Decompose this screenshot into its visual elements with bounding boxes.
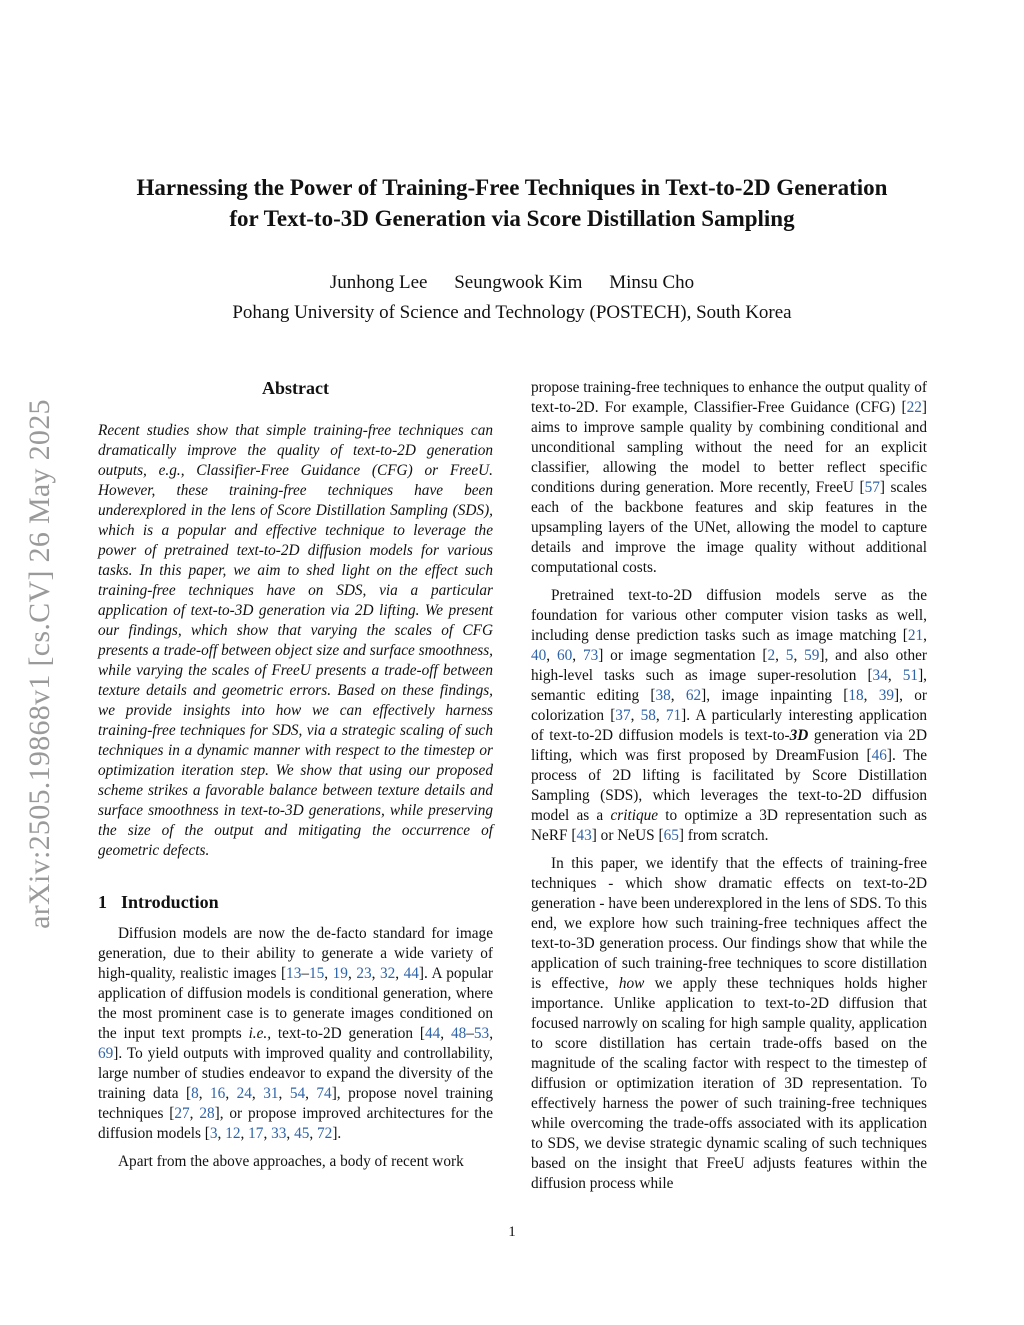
abstract-heading: Abstract bbox=[262, 378, 329, 398]
citation-link[interactable]: 31 bbox=[263, 1085, 279, 1102]
title-line-1: Harnessing the Power of Training-Free Techniques in Text-to-2D Generation bbox=[136, 175, 888, 200]
citation-link[interactable]: 45 bbox=[294, 1125, 310, 1142]
citation-link[interactable]: 21 bbox=[907, 627, 924, 644]
citation-link[interactable]: 73 bbox=[582, 647, 599, 664]
citation-link[interactable]: 37 bbox=[615, 707, 631, 724]
citation-link[interactable]: 43 bbox=[576, 827, 592, 844]
citation-link[interactable]: 18 bbox=[848, 687, 864, 704]
citation-link[interactable]: 65 bbox=[663, 827, 679, 844]
citation-link[interactable]: 23 bbox=[356, 965, 372, 982]
citation-link[interactable]: 54 bbox=[289, 1085, 306, 1102]
citation-link[interactable]: 40 bbox=[531, 647, 547, 664]
citation-link[interactable]: 13 bbox=[286, 965, 302, 982]
left-column bbox=[98, 376, 493, 1172]
citation-link[interactable]: 60 bbox=[556, 647, 573, 664]
citation-link[interactable]: 74 bbox=[316, 1085, 332, 1102]
citation-link[interactable]: 2 bbox=[767, 647, 776, 664]
citation-link[interactable]: 15 bbox=[309, 965, 325, 982]
citation-link[interactable]: 72 bbox=[317, 1125, 333, 1142]
author: Seungwook Kim bbox=[454, 272, 583, 293]
citation-link[interactable]: 39 bbox=[878, 687, 895, 704]
intro-paragraph-3: propose training-free techniques to enhance the output quality of text-to-2D. For example, Classifier-Free Guidance (CFG) [22] aims to improve sample quality by combining conditional and unconditional sampling without the need for an explicit classifier, allowing the model to better reflect specific conditions during generation. More recently, FreeU [57] scales each of the backbone features and skip features in the upsampling layers of the UNet, allowing the model to capture details and improve the image quality without additional computational costs. bbox=[531, 379, 927, 576]
affiliation: Pohang University of Science and Technology (POSTECH), South Korea bbox=[232, 302, 792, 323]
citation-link[interactable]: 38 bbox=[655, 687, 671, 704]
citation-link[interactable]: 44 bbox=[424, 1025, 441, 1042]
intro-paragraph-4: Pretrained text-to-2D diffusion models serve as the foundation for various other computer vision tasks as well, including dense prediction tasks such as image matching [21, 40, 60, 73] or image segmentation [2, 5, 59], and also other high-level tasks such as image super-resolution [34, 51], semantic editing [38, 62], image inpainting [18, 39], or colorization [37, 58, 71]. A particularly interesting application of text-to-2D diffusion models is text-to-3D generation via 2D lifting, which was first proposed by DreamFusion [46]. The process of 2D lifting is facilitated by Score Distillation Sampling (SDS), which leverages the text-to-2D diffusion model as a critique to optimize a 3D representation such as NeRF [43] or NeUS [65] from scratch. bbox=[531, 587, 928, 844]
citation-link[interactable]: 71 bbox=[665, 707, 682, 724]
citation-link[interactable]: 28 bbox=[199, 1105, 215, 1122]
section-number: 1 bbox=[98, 892, 107, 912]
citation-link[interactable]: 32 bbox=[379, 965, 396, 982]
paper-title bbox=[80, 172, 944, 234]
citation-link[interactable]: 19 bbox=[332, 965, 348, 982]
author-list bbox=[0, 270, 1024, 296]
abstract-text: Recent studies show that simple training-free techniques can dramatically improve the quality of text-to-2D generation outputs, e.g., Classifier-Free Guidance (CFG) or FreeU. However, these training-free techniques have been underexplored in the lens of Score Distillation Sampling (SDS), which is a popular and effective technique to leverage the power of pretrained text-to-2D diffusion models for various tasks. In this paper, we aim to shed light on the effect such training-free techniques have on SDS, via a particular application of text-to-3D generation via 2D lifting. We present our findings, which show that varying the scales of CFG presents a trade-off between object size and surface smoothness, while varying the scales of FreeU presents a trade-off between texture details and geometric errors. Based on these findings, we provide insights into how we can effectively harness training-free techniques for SDS, via a strategic scaling of such techniques in a dynamic manner with respect to the timestep or optimization iteration step. We show that using our proposed scheme strikes a favorable balance between texture details and surface smoothness in text-to-3D generations, while preserving the size of the output and mitigating the occurrence of geometric defects. bbox=[98, 422, 493, 859]
citation-link[interactable]: 69 bbox=[98, 1045, 114, 1062]
citation-link[interactable]: 24 bbox=[236, 1085, 252, 1102]
author: Junhong Lee bbox=[329, 272, 428, 293]
citation-link[interactable]: 3 bbox=[209, 1125, 218, 1142]
citation-link[interactable]: 22 bbox=[906, 399, 922, 416]
citation-link[interactable]: 34 bbox=[872, 667, 888, 684]
intro-paragraph-2: Apart from the above approaches, a body of recent work bbox=[118, 1153, 464, 1170]
citation-link[interactable]: 59 bbox=[804, 647, 820, 664]
citation-link[interactable]: 53 bbox=[473, 1025, 490, 1042]
citation-link[interactable]: 44 bbox=[403, 965, 419, 982]
title-line-2: for Text-to-3D Generation via Score Distillation Sampling bbox=[229, 206, 795, 231]
citation-link[interactable]: 51 bbox=[902, 667, 919, 684]
citation-link[interactable]: 57 bbox=[864, 479, 880, 496]
section-title: Introduction bbox=[121, 892, 219, 912]
citation-link[interactable]: 48 bbox=[450, 1025, 467, 1042]
intro-paragraph-1: Diffusion models are now the de-facto standard for image generation, due to their ability to generate a wide variety of high-quality, realistic images [13–15, 19, 23, 32, 44]. A popular application of diffusion models is conditional generation, where the most prominent case is to generate images conditioned on the input text prompts i.e., text-to-2D generation [44, 48–53, 69]. To yield outputs with improved quality and controllability, large number of studies endeavor to expand the diversity of the training data [8, 16, 24, 31, 54, 74], propose novel training techniques [27, 28], or propose improved architectures for the diffusion models [3, 12, 17, 33, 45, 72]. bbox=[98, 925, 494, 1142]
citation-link[interactable]: 8 bbox=[191, 1085, 199, 1102]
citation-link[interactable]: 33 bbox=[271, 1125, 287, 1142]
citation-link[interactable]: 62 bbox=[685, 687, 702, 704]
intro-paragraph-5: In this paper, we identify that the effects of training-free techniques - which show dramatic effects on text-to-2D generation - have been underexplored in the lens of SDS. To this end, we explore how such training-free techniques affect the text-to-3D generation process. Our findings show that while the application of such training-free techniques to score distillation is effective, how we apply these techniques holds higher importance. Unlike application to text-to-2D diffusion that focused narrowly on scaling for high sample quality, application to score distillation has certain trade-offs based on the magnitude of the scaling factor with respect to the timestep of diffusion or optimization iteration of 3D representation. To effectively harness the power of such training-free techniques while overcoming the trade-offs associated with its application to SDS, we devise strategic dynamic scaling of such techniques based on the insight that FreeU adjusts features within the diffusion process while bbox=[531, 855, 927, 1192]
citation-link[interactable]: 17 bbox=[248, 1125, 264, 1142]
page-number: 1 bbox=[508, 1224, 516, 1240]
citation-link[interactable]: 12 bbox=[225, 1125, 241, 1142]
right-column bbox=[531, 378, 927, 1194]
citation-link[interactable]: 58 bbox=[640, 707, 656, 724]
citation-link[interactable]: 27 bbox=[174, 1105, 190, 1122]
citation-link[interactable]: 5 bbox=[785, 647, 794, 664]
arxiv-identifier-text: arXiv:2505.19868v1 [cs.CV] 26 May 2025 bbox=[23, 399, 56, 929]
citation-link[interactable]: 16 bbox=[210, 1085, 226, 1102]
arxiv-identifier bbox=[10, 368, 70, 960]
citation-link[interactable]: 46 bbox=[871, 747, 887, 764]
section-heading-introduction bbox=[98, 890, 493, 914]
author: Minsu Cho bbox=[609, 272, 695, 293]
